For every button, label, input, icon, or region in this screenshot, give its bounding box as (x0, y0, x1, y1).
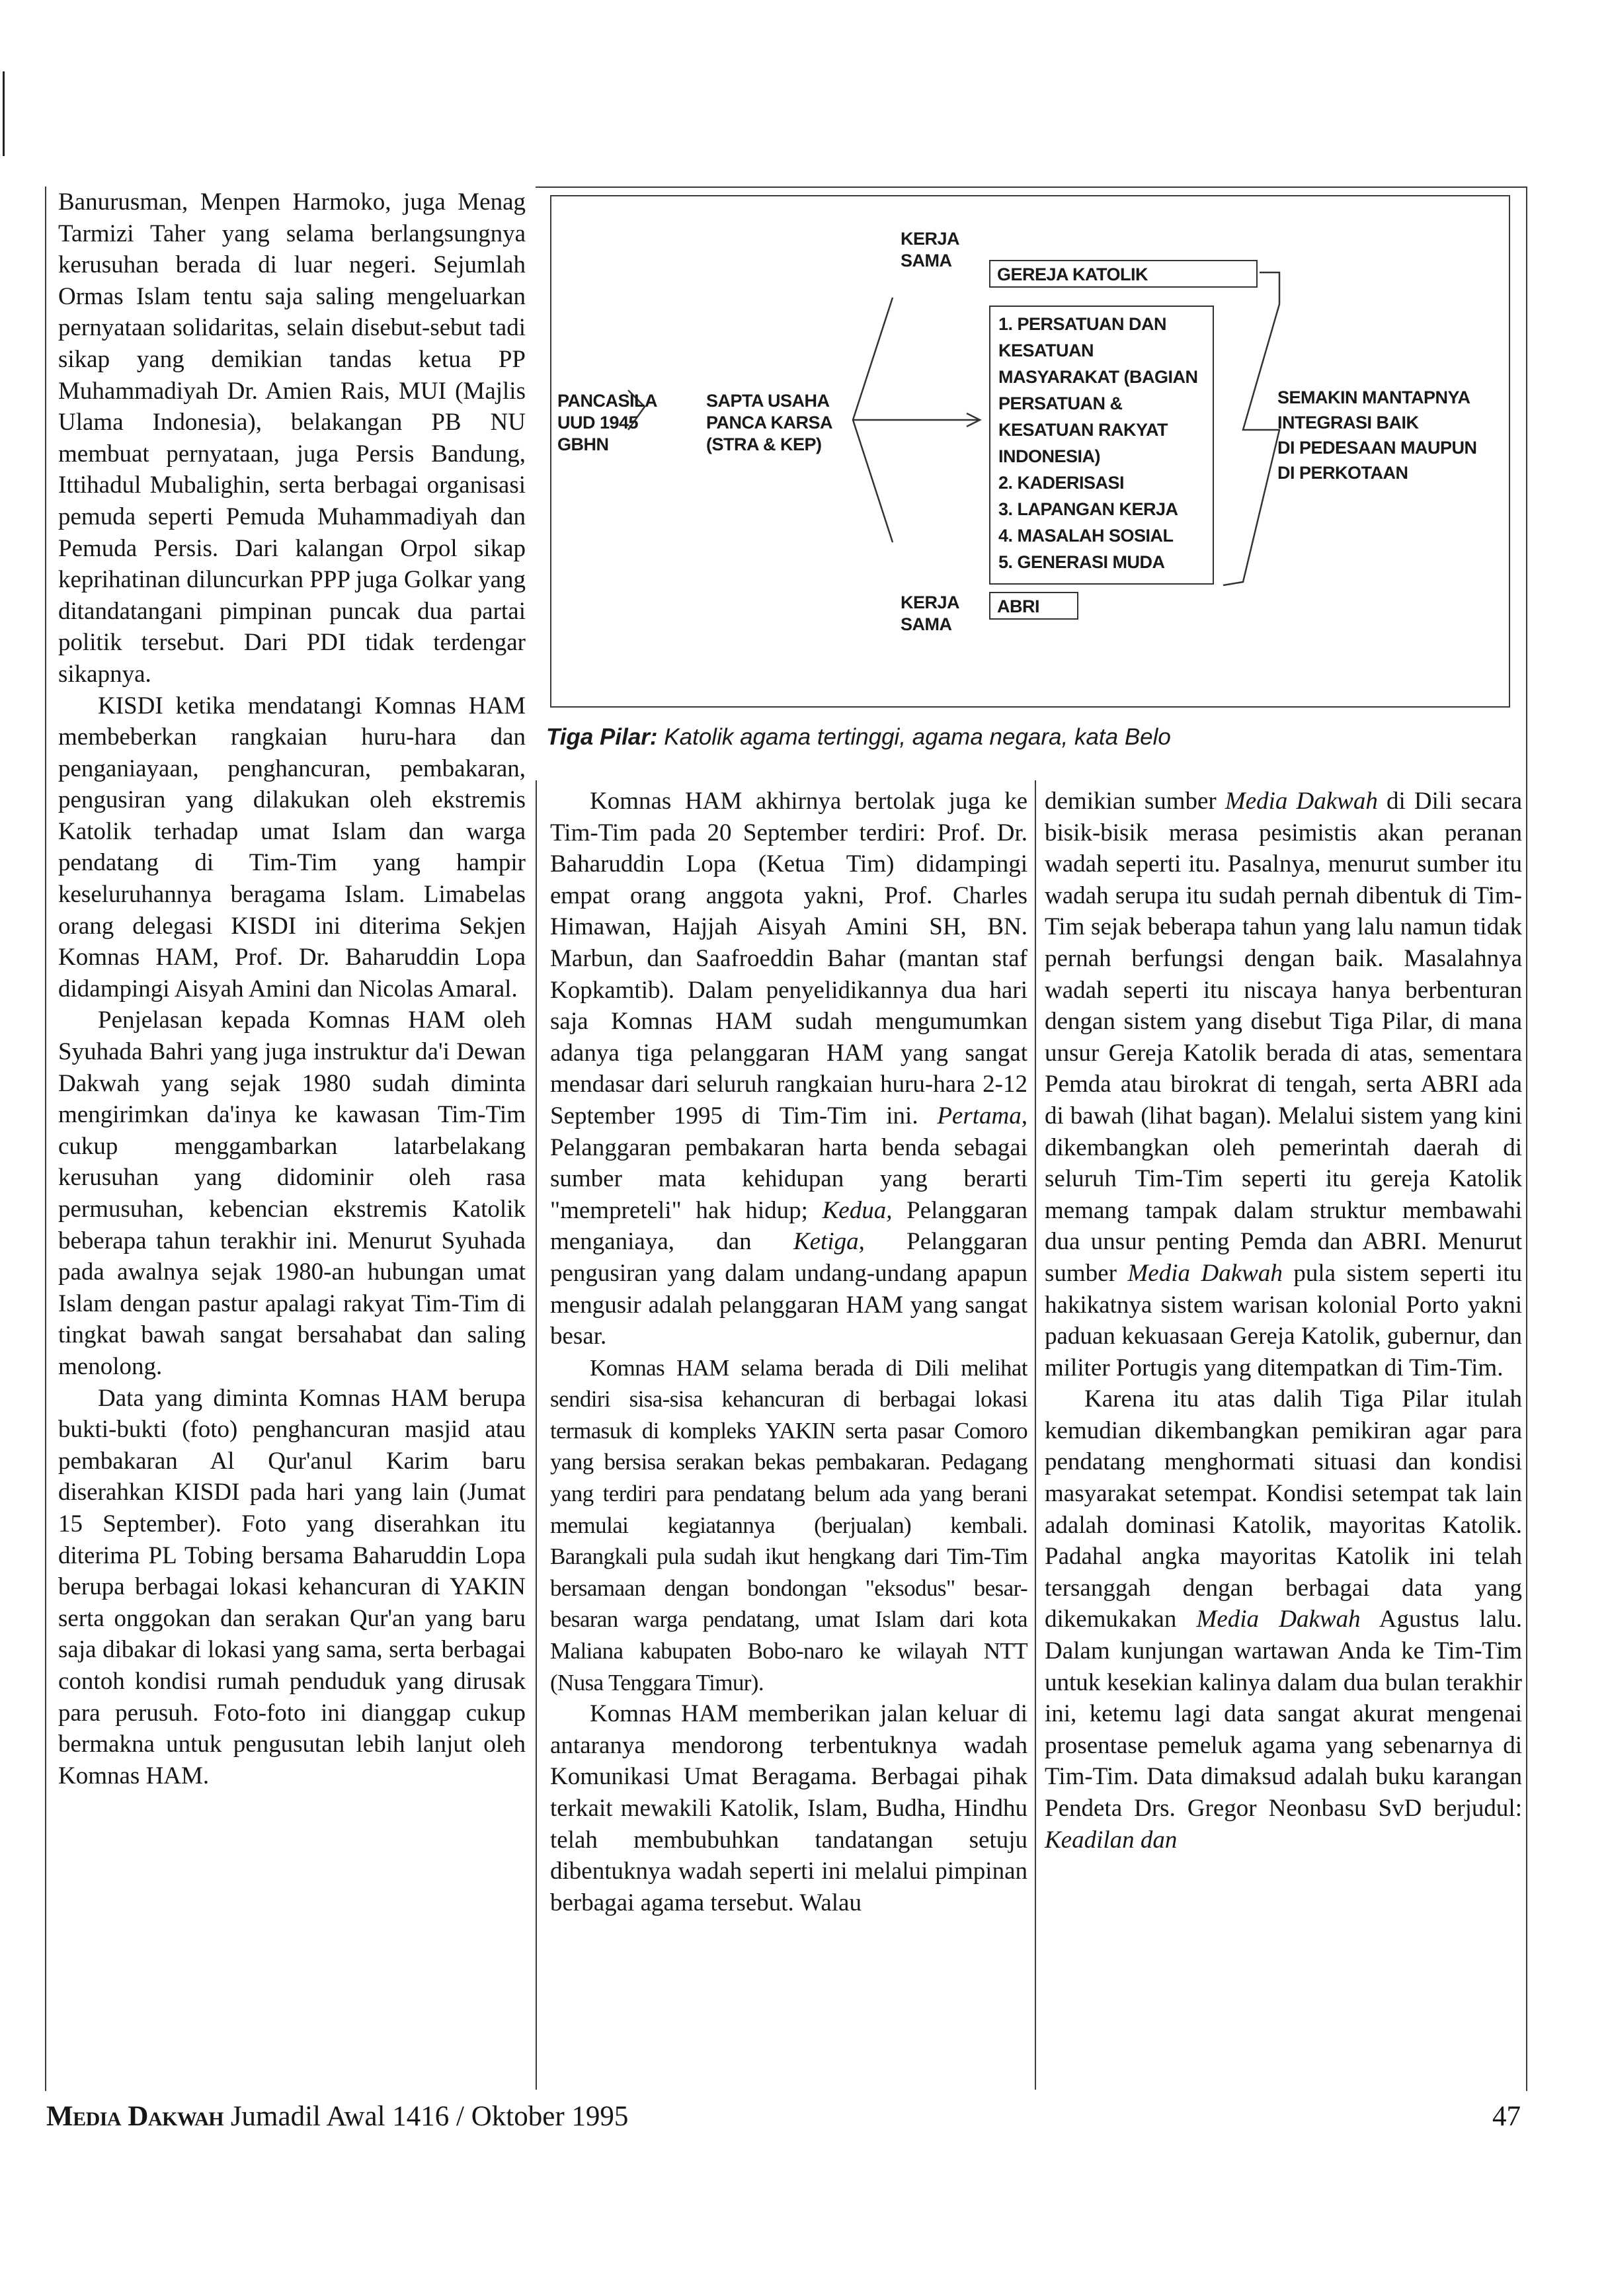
diagram-top-label (901, 228, 959, 272)
text-run: pula sistem seperti itu hakikatnya sistem warisan kolonial Porto yakni paduan kekuasaan Gereja Katolik, gubernur, dan militer Portugis yang ditempatkan di Tim-Tim. (1045, 1259, 1522, 1381)
text-run: Agustus lalu. Dalam kunjungan wartawan Anda ke Tim-Tim untuk kesekian kalinya dalam dua bulan terakhir ini, ketemu lagi data sangat akurat mengenai prosentase pemeluk agama yang sebenarnya di Tim-Tim. Data dimaksud adalah buku karangan Pendeta Drs. Gregor Neonbasu SvD berjudul: (1045, 1606, 1522, 1822)
abri-box (989, 592, 1078, 620)
text-run-italic: Media Dakwah (1225, 788, 1378, 815)
diagram-label: DI PEDESAAN MAUPUN (1277, 438, 1477, 458)
list-item: 5. GENERASI MUDA (998, 552, 1165, 572)
diagram-label: SAMA (901, 614, 952, 634)
text-run-italic: Kedua, (822, 1196, 893, 1224)
paragraph: Komnas HAM memberikan jalan keluar di antaranya mendorong terbentuknya wadah Komunikasi Umat Beragama. Berbagai pihak terkait mewakili Katolik, Islam, Budha, Hindhu telah membubuhkan tandatangan setuju dibentuknya wadah seperti ini melalui pimpinan berbagai agama tersebut. Walau (550, 1700, 1027, 1916)
text-run: di Dili secara bisik-bisik merasa pesimistis akan peranan wadah seperti itu. Pasalnya, menurut sumber itu wadah serupa itu sudah pernah dibentuk di Tim-Tim sejak beberapa tahun yang lalu namun tidak pernah berfungsi dengan baik. Masalahnya wadah seperti itu niscaya hanya berbenturan dengan sistem yang disebut Tiga Pilar, di mana unsur Gereja Katolik berada di atas, sementara Pemda atau birokrat di tengah, serta ABRI ada di bawah (lihat bagan). Melalui sistem yang kini dikembangkan oleh pemerintah daerah di seluruh Tim-Tim seperti itu gereja Katolik memang tampak dalam struktur membawahi dua unsur penting Pemda dan ABRI. Menurut sumber (1045, 788, 1522, 1287)
article-column-2 (550, 786, 1027, 1918)
text-run-italic: Keadilan dan (1045, 1826, 1178, 1854)
list-item: KESATUAN (998, 341, 1094, 360)
diagram-label: SEMAKIN MANTAPNYA (1277, 388, 1470, 407)
text-run: Karena itu atas dalih Tiga Pilar itulah kemudian dikembangkan pemikiran agar para pendatang menghormati situasi dan kondisi masyarakat setempat. Kondisi setempat tak lain adalah dominasi Katolik, mayoritas Katolik. Padahal angka mayoritas Katolik ini telah tersanggah dengan berbagai data yang dikemukakan (1045, 1385, 1522, 1633)
diagram-label: (STRA & KEP) (706, 434, 822, 454)
diagram-label: KERJA (901, 593, 960, 612)
list-item: 1. PERSATUAN DAN (998, 314, 1167, 334)
diagram-caption (546, 723, 1525, 751)
diagram-label: SAMA (901, 251, 952, 270)
caption-text: Katolik agama tertinggi, agama negara, kata Belo (657, 724, 1171, 750)
footer-issue (46, 2100, 628, 2134)
diagram-box-label: ABRI (997, 596, 1039, 616)
text-run-italic: Media Dakwah (1196, 1606, 1361, 1633)
list-item: INDONESIA) (998, 446, 1101, 466)
diagram-label: GBHN (557, 434, 609, 454)
text-run: demikian sumber (1045, 788, 1225, 815)
paragraph: Banurusman, Menpen Harmoko, juga Menag Tarmizi Taher yang selama berlangsungnya kerusuhan berada di luar negeri. Sejumlah Ormas Islam tentu saja saling mengeluarkan pernyataan solidaritas, selain disebut-sebut tadi sikap yang demikian tandas ketua PP Muhammadiyah Dr. Amien Rais, MUI (Majlis Ulama Indonesia), belakangan PB NU membuat pernyataan, juga Persis Bandung, Ittihadul Mubalighin, serta berbagai organisasi pemuda seperti Pemuda Muhammadiyah dan Pemuda Persis. Dari kalangan Orpol sikap keprihatinan diluncurkan PPP juga Golkar yang ditandatangani pimpinan puncak dua partai politik tersebut. Dari PDI tidak terdengar sikapnya. (58, 188, 526, 688)
text-run-italic: Pertama, (937, 1102, 1027, 1129)
program-list-box (989, 306, 1214, 585)
paragraph: Komnas HAM selama berada di Dili melihat sendiri sisa-sisa kehancuran di berbagai lokasi termasuk di kompleks YAKIN serta pasar Comoro yang bersisa serakan bekas pembakaran. Pedagang yang terdiri para pendatang belum ada yang berani memulai kegiatannya (berjualan) kembali. Barangkali pula sudah ikut hengkang dari Tim-Tim bersamaan dengan bondongan "eksodus" besar-besaran warga pendatang, umat Islam dari kota Maliana kabupaten Bobo-naro ke wilayah NTT (Nusa Tenggara Timur). (550, 1354, 1027, 1696)
diagram-label: INTEGRASI BAIK (1277, 413, 1419, 432)
diagram-left-labels (557, 390, 657, 456)
page-footer (46, 2100, 1521, 2139)
caption-title: Tiga Pilar: (546, 724, 658, 750)
text-run: Komnas HAM akhirnya bertolak juga ke Tim-Tim pada 20 September terdiri: Prof. Dr. Baharuddin Lopa (Ketua Tim) didampingi empat orang anggota yakni, Prof. Charles Himawan, Hajjah Aisyah Amini SH, BN. Marbun, dan Saafroeddin Bahar (mantan staf Kopkamtib). Dalam penyelidikannya dua hari saja Komnas HAM sudah mengumumkan adanya tiga pelanggaran HAM yang sangat mendasar dari seluruh rangkaian huru-hara 2-12 September 1995 di Tim-Tim ini. (550, 788, 1027, 1129)
diagram-label: DI PERKOTAAN (1277, 463, 1408, 483)
diagram-box-label: GEREJA KATOLIK (997, 265, 1148, 284)
text-run-italic: Media Dakwah (1127, 1259, 1283, 1287)
paragraph (1045, 786, 1522, 1383)
text-run: Pelanggaran pembakaran harta benda sebagai sumber mata kehidupan yang berarti "mempreteli" hak hidup; (550, 1133, 1027, 1224)
list-item: KESATUAN RAKYAT (998, 420, 1168, 440)
diagram-label: SAPTA USAHA (706, 391, 830, 411)
paragraph (550, 786, 1027, 1352)
list-item: 3. LAPANGAN KERJA (998, 499, 1178, 519)
paragraph: KISDI ketika mendatangi Komnas HAM membeberkan rangkaian huru-hara dan penganiayaan, penghancuran, pembakaran, pengusiran yang dilakukan oleh ekstremis Katolik terhadap umat Islam dan warga pendatang di Tim-Tim yang hampir keseluruhannya beragama Islam. Limabelas orang delegasi KISDI ini diterima Sekjen Komnas HAM, Prof. Dr. Baharuddin Lopa didampingi Aisyah Amini dan Nicolas Amaral. (58, 692, 526, 1003)
article-column-3 (1045, 786, 1522, 1856)
diagram-label: PANCA KARSA (706, 413, 833, 432)
list-item: 4. MASALAH SOSIAL (998, 526, 1174, 546)
diagram-label: PANCASILA (557, 391, 658, 411)
page-number: 47 (1492, 2101, 1521, 2132)
text-run-italic: Ketiga, (793, 1228, 865, 1256)
diagram-result-labels (1277, 385, 1477, 485)
list-item: PERSATUAN & (998, 393, 1123, 413)
list-item: 2. KADERISASI (998, 473, 1125, 493)
diagram-label: KERJA (901, 229, 960, 249)
diagram-middle-labels (706, 390, 832, 456)
paragraph: Penjelasan kepada Komnas HAM oleh Syuhada Bahri yang juga instruktur da'i Dewan Dakwah yang sejak 1980 sudah diminta mengirimkan da'inya ke kawasan Tim-Tim cukup menggambarkan latarbelakang kerusuhan yang didominir oleh rasa permusuhan, kebencian ekstremis Katolik beberapa tahun terakhir ini. Menurut Syuhada pada awalnya sejak 1980-an hubungan umat Islam dengan pastur apalagi rakyat Tim-Tim di tingkat bawah sangat bersahabat dan saling menolong. (58, 1006, 526, 1380)
issue-date: Jumadil Awal 1416 / Oktober 1995 (223, 2101, 629, 2132)
gereja-katolik-box (989, 260, 1258, 288)
diagram-connector-right (1223, 272, 1279, 585)
list-item: MASYARAKAT (BAGIAN (998, 367, 1198, 387)
text-run: Pelanggaran pengusiran yang dalam undang-undang apapun mengusir adalah pelanggaran HAM yang sangat besar. (550, 1228, 1028, 1350)
paragraph (1045, 1383, 1522, 1856)
diagram-label: UUD 1945 (557, 413, 639, 432)
diagram-bottom-label (901, 592, 959, 636)
paragraph: Data yang diminta Komnas HAM berupa bukti-bukti (foto) penghancuran masjid atau pembakaran Al Qur'anul Karim baru diserahkan KISDI pada hari yang lain (Jumat 15 September). Foto yang diserahkan itu diterima PL Tobing bersama Baharuddin Lopa berupa berbagai lokasi kehancuran di YAKIN serta onggokan dan serakan Qur'an yang baru saja dibakar di lokasi yang sama, serta berbagai contoh kondisi rumah penduduk yang dirusak para perusuh. Foto-foto ini dianggap cukup bermakna untuk pengusutan lebih lanjut oleh Komnas HAM. (58, 1384, 526, 1789)
magazine-brand: Media Dakwah (46, 2101, 224, 2132)
text-run: Pelanggaran menganiaya, dan (550, 1196, 1027, 1256)
program-list (998, 311, 1198, 575)
